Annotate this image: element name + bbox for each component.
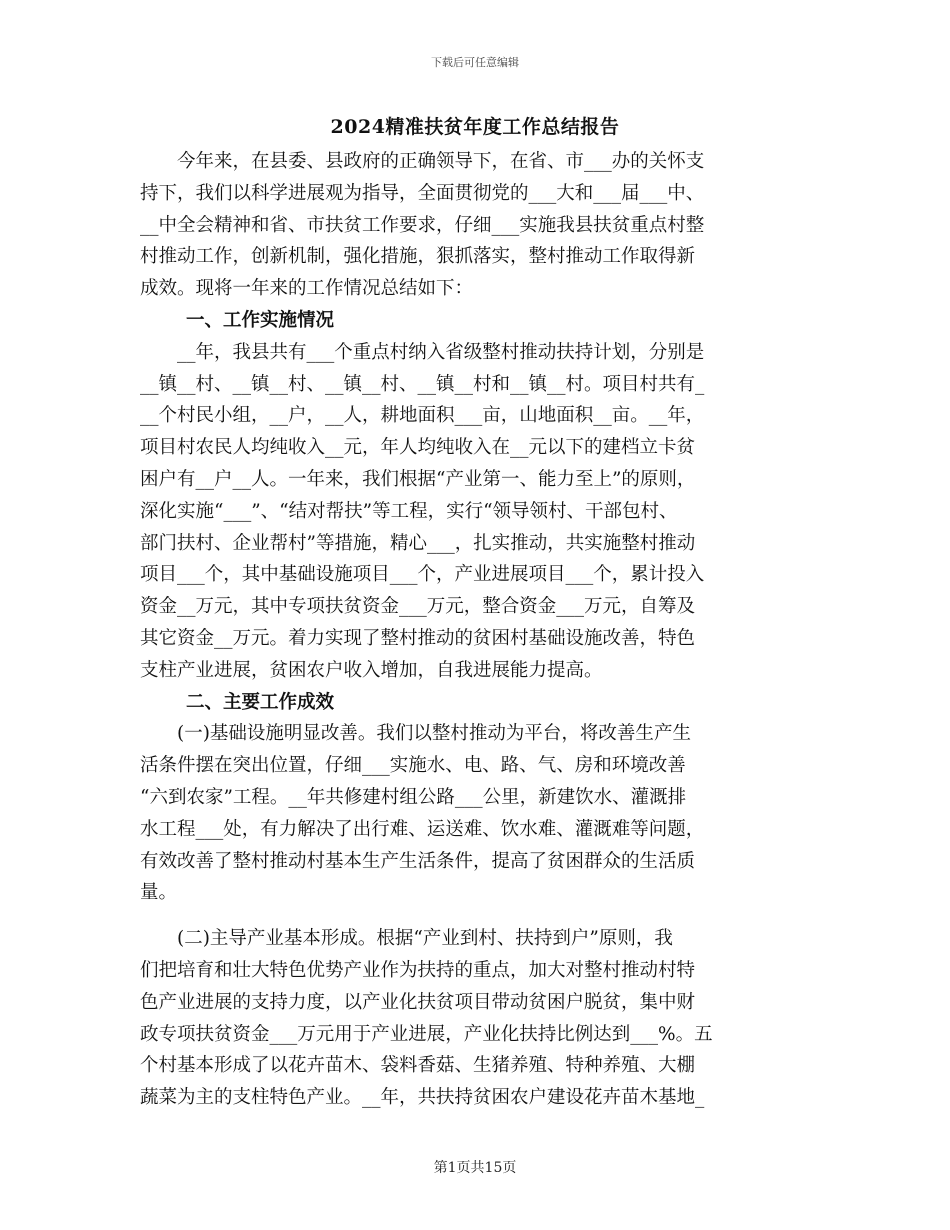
paragraph-line: 今年来，在县委、县政府的正确领导下，在省、市___办的关怀支 <box>140 151 705 172</box>
paragraph-line: 量。 <box>140 882 178 904</box>
paragraph-line: 持下，我们以科学进展观为指导，全面贯彻党的___大和___届___中、 <box>140 182 705 204</box>
paragraph-line: (二)主导产业基本形成。根据“产业到村、扶持到户”原则，我 <box>140 928 673 950</box>
paragraph-line: 有效改善了整村推动村基本生产生活条件，提高了贫困群众的生活质 <box>140 850 696 872</box>
document-title: 2024精准扶贫年度工作总结报告 <box>330 116 620 138</box>
paragraph-line: 部门扶村、企业帮村”等措施，精心___，扎实推动，共实施整村推动 <box>140 532 696 554</box>
section-heading-1: 一、工作实施情况 <box>186 309 335 331</box>
paragraph-line: 个村基本形成了以花卉苗木、袋料香菇、生猪养殖、特种养殖、大棚 <box>140 1055 696 1077</box>
paragraph-line: 项目___个，其中基础设施项目___个，产业进展项目___个，累计投入 <box>140 564 705 586</box>
paragraph-gap <box>140 909 810 923</box>
paragraph-line: __镇__村、__镇__村、__镇__村、__镇__村和__镇__村。项目村共有_ <box>140 373 705 395</box>
paragraph-line: 水工程___处，有力解决了出行难、运送难、饮水难、灌溉难等问题， <box>140 818 705 840</box>
paragraph-line: 项目村农民人均纯收入__元，年人均纯收入在__元以下的建档立卡贫 <box>140 437 696 459</box>
paragraph-line: __年，我县共有___个重点村纳入省级整村推动扶持计划，分别是 <box>140 341 705 363</box>
paragraph-line: (一)基础设施明显改善。我们以整村推动为平台，将改善生产生 <box>140 723 691 745</box>
paragraph-line: __中全会精神和省、市扶贫工作要求，仔细___实施我县扶贫重点村整 <box>140 214 705 236</box>
paragraph-line: __个村民小组，__户，__人，耕地面积___亩，山地面积__亩。__年， <box>140 405 705 427</box>
paragraph-line: 活条件摆在突出位置，仔细___实施水、电、路、气、房和环境改善 <box>140 755 686 777</box>
paragraph-line: 困户有__户__人。一年来，我们根据“产业第一、能力至上”的原则， <box>140 468 696 490</box>
paragraph-line: 支柱产业进展，贫困农户收入增加，自我进展能力提高。 <box>140 659 603 681</box>
paragraph-line: 们把培育和壮大特色优势产业作为扶持的重点，加大对整村推动村特 <box>140 959 696 981</box>
paragraph-line: 政专项扶贫资金___万元用于产业进展，产业化扶持比例达到___%。五 <box>140 1023 713 1045</box>
header-note: 下载后可任意编辑 <box>431 56 519 69</box>
paragraph-line: “六到农家”工程。__年共修建村组公路___公里，新建饮水、灌溉排 <box>140 786 687 808</box>
page-number-footer: 第1页共15页 <box>433 1160 517 1176</box>
paragraph-line: 深化实施“___”、“结对帮扶”等工程，实行“领导领村、干部包村、 <box>140 500 678 522</box>
section-heading-2: 二、主要工作成效 <box>186 691 335 713</box>
document-body <box>140 146 810 1114</box>
paragraph-line: 色产业进展的支持力度，以产业化扶贫项目带动贫困户脱贫，集中财 <box>140 991 696 1013</box>
paragraph-line: 其它资金__万元。着力实现了整村推动的贫困村基础设施改善，特色 <box>140 627 696 649</box>
paragraph-line: 资金__万元，其中专项扶贫资金___万元，整合资金___万元，自筹及 <box>140 596 696 618</box>
paragraph-line: 蔬菜为主的支柱特色产业。__年，共扶持贫困农户建设花卉苗木基地_ <box>140 1087 705 1109</box>
paragraph-line: 村推动工作，创新机制，强化措施，狠抓落实，整村推动工作取得新 <box>140 246 696 268</box>
paragraph-line: 成效。现将一年来的工作情况总结如下： <box>140 278 474 300</box>
